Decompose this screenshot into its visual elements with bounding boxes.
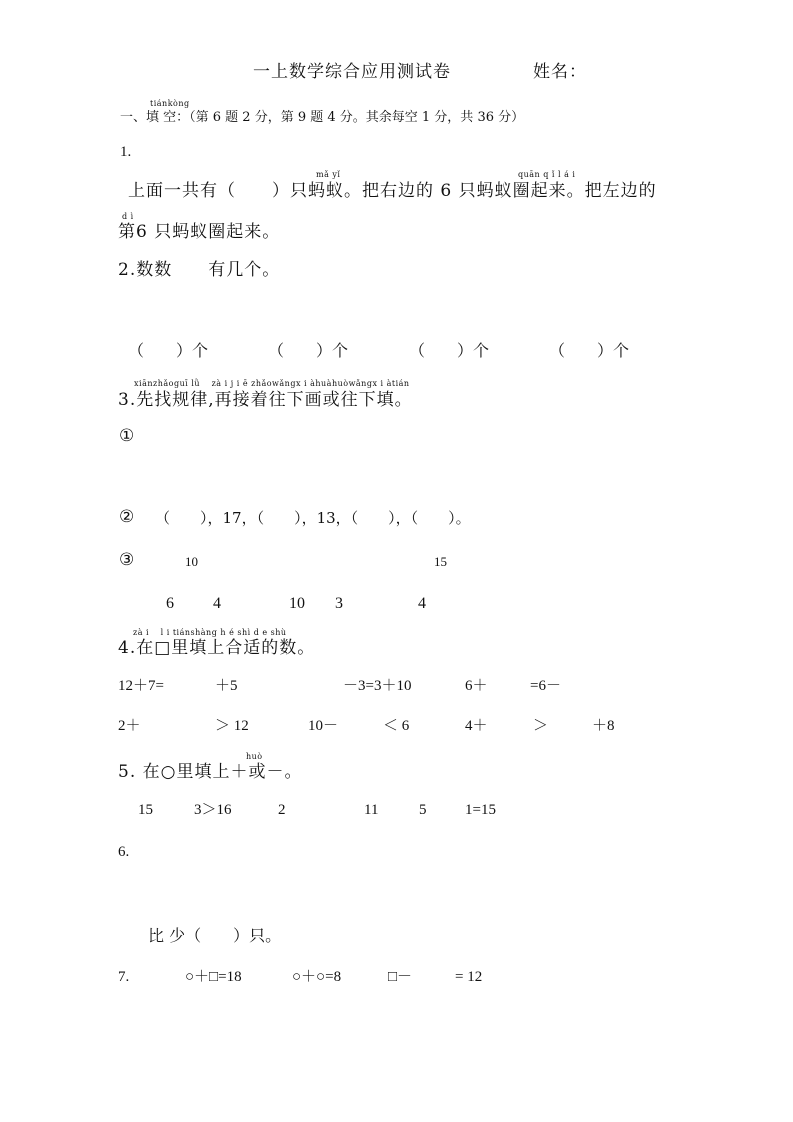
q5-item-2[interactable]: 3＞16 — [194, 802, 232, 818]
question-2-text: 2.数数 有几个。 — [118, 260, 281, 280]
q3-item-3-bottom-1: 6 — [166, 595, 174, 612]
q4-row1-item-1[interactable]: 12＋7= — [118, 678, 164, 694]
q5-item-5[interactable]: 5 — [419, 802, 427, 818]
name-label: 姓名： — [533, 62, 587, 82]
question-1-line2: 第6 只蚂蚁圈起来。 — [118, 222, 281, 242]
q3-item-3-bottom-4: 3 — [335, 595, 343, 612]
q3-item-2-sequence[interactable]: （ ），17，（ ），13，（ ），（ ）。 — [155, 509, 471, 527]
pinyin-di: d ì — [122, 212, 134, 221]
q5-item-3[interactable]: 2 — [278, 802, 286, 818]
q4-row1-item-3[interactable]: －3=3＋10 — [343, 678, 412, 694]
pinyin-tiankong: tiánkòng — [150, 99, 190, 108]
pinyin-huo: huò — [246, 752, 263, 761]
q7-item-4[interactable]: = 12 — [455, 969, 483, 985]
q3-item-3-bottom-5: 4 — [418, 595, 426, 612]
q4-row2-item-2[interactable]: ＞ 12 — [215, 718, 249, 734]
q7-item-1[interactable]: ○＋□=18 — [185, 969, 242, 985]
q4-row2-item-1[interactable]: 2＋ — [118, 718, 141, 734]
q4-row2-item-6[interactable]: ＞ — [533, 718, 549, 734]
q2-blank-2[interactable]: （ ）个 — [268, 341, 349, 360]
q4-row2-item-4[interactable]: ＜ 6 — [383, 718, 410, 734]
question-6-text[interactable]: 比 少（ ）只。 — [148, 926, 282, 945]
question-4-text: 4.在□里填上合适的数。 — [118, 638, 316, 658]
q4-row2-item-5[interactable]: 4＋ — [465, 718, 488, 734]
question-1-line1: 上面一共有（ ）只蚂蚁。把右边的 6 只蚂蚁圈起来。把左边的 — [128, 181, 657, 201]
question-7-number: 7. — [118, 969, 130, 985]
pinyin-quanqilai: quān q ǐ l á i — [518, 170, 576, 179]
question-6-number: 6. — [118, 844, 130, 860]
q4-row2-item-7[interactable]: ＋8 — [592, 718, 615, 734]
q5-item-1[interactable]: 15 — [138, 802, 153, 818]
pinyin-mayi: mǎ yǐ — [316, 170, 341, 179]
page-title: 一上数学综合应用测试卷 — [253, 62, 451, 82]
section-heading: 一、填 空：（第 6 题 2 分，第 9 题 4 分。其余每空 1 分，共 36 分） — [120, 110, 525, 125]
q2-blank-3[interactable]: （ ）个 — [409, 341, 490, 360]
q7-item-2[interactable]: ○＋○=8 — [292, 969, 342, 985]
q5-item-4[interactable]: 11 — [364, 802, 379, 818]
q3-item-3-top-1: 10 — [185, 554, 198, 569]
q4-row1-item-2[interactable]: ＋5 — [215, 678, 238, 694]
q2-blank-4[interactable]: （ ）个 — [549, 341, 630, 360]
q3-item-1-mark: ① — [119, 426, 136, 446]
q7-item-3[interactable]: □－ — [388, 969, 413, 985]
question-5-text: 5. 在○里填上＋或－。 — [118, 762, 303, 782]
pinyin-q4: zà i l i tiánshàng h é shì d e shù — [133, 628, 287, 637]
question-1-number: 1. — [120, 144, 132, 160]
q3-item-2-mark: ② — [119, 507, 136, 527]
q2-blank-1[interactable]: （ ）个 — [128, 341, 209, 360]
q3-item-3-bottom-3: 10 — [289, 595, 305, 612]
q4-row1-item-4[interactable]: 6＋ — [465, 678, 488, 694]
q3-item-3-mark: ③ — [119, 550, 136, 570]
question-3-text: 3.先找规律,再接着往下画或往下填。 — [118, 390, 413, 410]
q4-row1-item-5[interactable]: =6－ — [530, 678, 561, 694]
pinyin-q3: xiānzhǎoguī lǜ zà i j i ē zhǎowǎngx i àhuàhuòwǎngx i àtián — [134, 379, 410, 388]
q5-item-6[interactable]: 1=15 — [465, 802, 496, 818]
q3-item-3-top-2: 15 — [434, 554, 447, 569]
q3-item-3-bottom-2: 4 — [213, 595, 221, 612]
q4-row2-item-3[interactable]: 10－ — [308, 718, 339, 734]
